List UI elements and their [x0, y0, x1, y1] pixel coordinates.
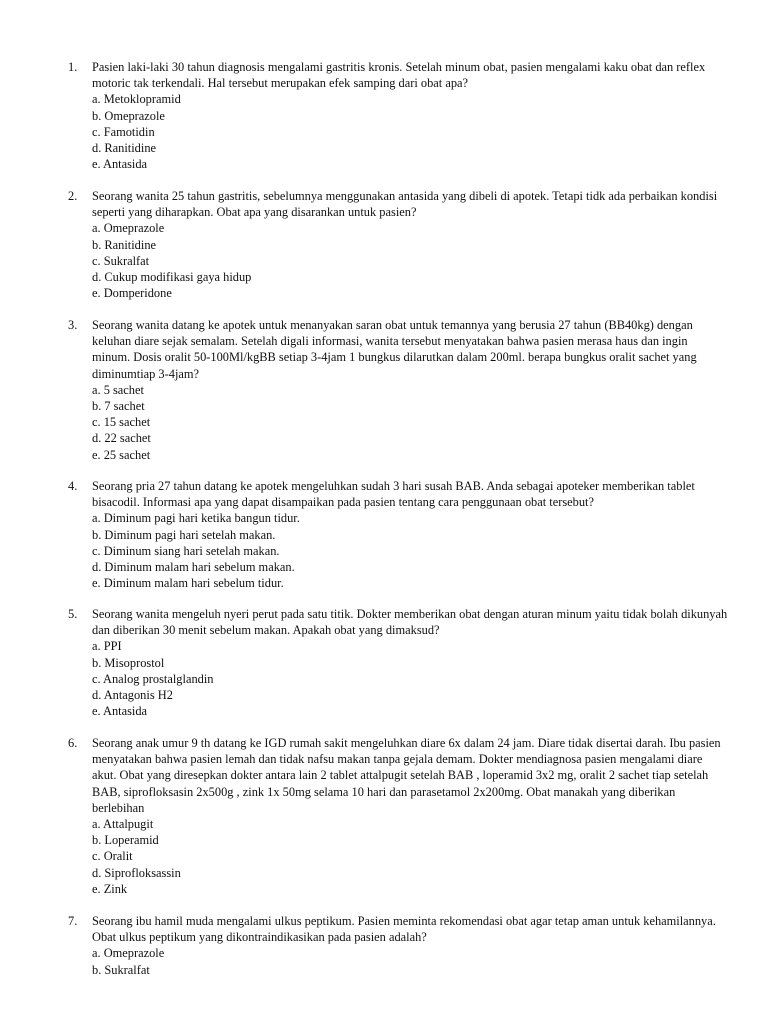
question-2: [68, 188, 728, 301]
question-text: Seorang pria 27 tahun datang ke apotek mengeluhkan sudah 3 hari susah BAB. Anda sebagai apoteker memberikan tablet bisacodil. Informasi apa yang dapat disampaikan pada pasien tentang cara penggunaan obat tersebut?: [92, 479, 695, 510]
question-6: [68, 735, 728, 897]
option-a: a. Metoklopramid: [92, 92, 181, 107]
option-b: b. Misoprostol: [92, 655, 165, 670]
option-a: a. Omeprazole: [92, 946, 165, 961]
question-text: Seorang ibu hamil muda mengalami ulkus peptikum. Pasien meminta rekomendasi obat agar tetap aman untuk kehamilannya. Obat ulkus peptikum yang dikontraindikasikan pada pasien adalah?: [92, 914, 716, 945]
question-text: Pasien laki-laki 30 tahun diagnosis mengalami gastritis kronis. Setelah minum obat, pasien mengalami kaku obat dan reflex motoric tak terkendali. Hal tersebut merupakan efek samping dari obat apa?: [92, 60, 706, 91]
question-text: Seorang wanita mengeluh nyeri perut pada satu titik. Dokter memberikan obat dengan aturan minum yaitu tidak bolah dikunyah dan diberikan 30 menit sebelum makan. Apakah obat yang dimaksud?: [92, 607, 728, 638]
option-d: d. Ranitidine: [92, 141, 157, 156]
option-b: b. Loperamid: [92, 833, 159, 848]
option-d: d. Siprofloksassin: [92, 865, 181, 880]
option-c: c. Sukralfat: [92, 253, 150, 268]
question-number: 7.: [68, 914, 78, 928]
question-number: 6.: [68, 736, 78, 750]
option-e: e. Antasida: [92, 704, 148, 719]
question-7: [68, 913, 728, 978]
question-text: Seorang anak umur 9 th datang ke IGD rumah sakit mengeluhkan diare 6x dalam 24 jam. Diare tidak disertai darah. Ibu pasien menyatakan bahwa pasien lemah dan tidak nafsu makan tanpa gejala demam. Dokter mendiagnosa pasien mengalami diare akut. Obat yang diresepkan dokter antara lain 2 tablet attalpugit setelah BAB , loperamid 3x2 mg, oralit 2 sachet tiap setelah BAB, siprofloksasin 2x500g , zink 1x 50mg selama 10 hari dan parasetamol 2x200mg. Obat manakah yang diberikan berlebihan: [92, 736, 721, 815]
option-b: b. Ranitidine: [92, 237, 157, 252]
question-1: [68, 59, 728, 172]
option-d: d. 22 sachet: [92, 431, 151, 446]
option-e: e. Domperidone: [92, 286, 172, 301]
answer-options: [92, 382, 728, 463]
option-c: c. Analog prostalglandin: [92, 671, 214, 686]
option-e: e. 25 sachet: [92, 447, 151, 462]
option-d: d. Diminum malam hari sebelum makan.: [92, 560, 295, 575]
option-b: b. Omeprazole: [92, 108, 165, 123]
option-b: b. Diminum pagi hari setelah makan.: [92, 527, 276, 542]
question-5: [68, 606, 728, 719]
option-b: b. 7 sachet: [92, 399, 145, 414]
answer-options: [92, 945, 728, 977]
option-d: d. Cukup modifikasi gaya hidup: [92, 270, 252, 285]
answer-options: [92, 510, 728, 591]
question-text: Seorang wanita 25 tahun gastritis, sebelumnya menggunakan antasida yang dibeli di apotek. Tetapi tidk ada perbaikan kondisi seperti yang diharapkan. Obat apa yang disarankan untuk pasien?: [92, 189, 718, 220]
option-e: e. Diminum malam hari sebelum tidur.: [92, 576, 284, 591]
answer-options: [92, 816, 728, 897]
option-a: a. Diminum pagi hari ketika bangun tidur.: [92, 511, 300, 526]
answer-options: [92, 91, 728, 172]
option-c: c. Famotidin: [92, 124, 155, 139]
question-4: [68, 478, 728, 591]
answer-options: [92, 638, 728, 719]
question-number: 2.: [68, 189, 78, 203]
question-number: 1.: [68, 60, 78, 74]
option-e: e. Antasida: [92, 157, 148, 172]
option-c: c. Oralit: [92, 849, 133, 864]
option-a: a. 5 sachet: [92, 382, 144, 397]
option-a: a. Attalpugit: [92, 817, 154, 832]
option-a: a. Omeprazole: [92, 221, 165, 236]
option-c: c. 15 sachet: [92, 415, 151, 430]
question-text: Seorang wanita datang ke apotek untuk menanyakan saran obat untuk temannya yang berusia 27 tahun (BB40kg) dengan keluhan diare sejak semalam. Setelah digali informasi, wanita tersebut menyatakan bahwa pasien merasa haus dan ingin minum. Dosis oralit 50-100Ml/kgBB setiap 3-4jam 1 bungkus dilarutkan dalam 200ml. berapa bungkus oralit sachet yang diminumtiap 3-4jam?: [92, 318, 697, 381]
option-e: e. Zink: [92, 881, 128, 896]
question-number: 3.: [68, 318, 78, 332]
question-3: [68, 317, 728, 463]
answer-options: [92, 220, 728, 301]
option-d: d. Antagonis H2: [92, 688, 173, 703]
question-number: 4.: [68, 479, 78, 493]
option-b: b. Sukralfat: [92, 962, 150, 977]
option-c: c. Diminum siang hari setelah makan.: [92, 543, 280, 558]
option-a: a. PPI: [92, 639, 122, 654]
question-number: 5.: [68, 607, 78, 621]
